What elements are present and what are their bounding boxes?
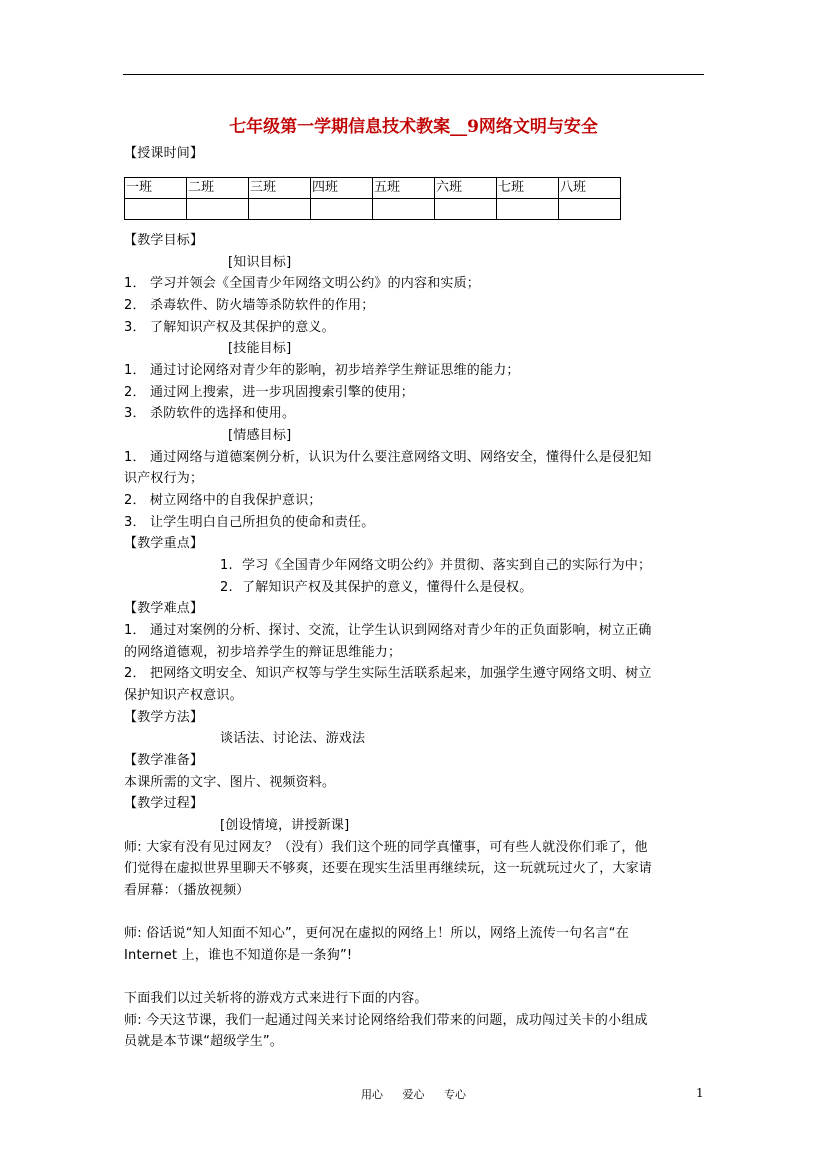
footer-word: 爱心: [402, 1088, 425, 1101]
item-text: 了解知识产权及其保护的意义。: [150, 320, 335, 335]
key-point-item: [220, 578, 532, 597]
difficulty-item-continued: 的网络道德观，初步培养学生的辩证思维能力；: [124, 645, 402, 660]
footer-word: 用心: [361, 1088, 383, 1101]
class-6-header: 六班: [435, 178, 497, 199]
item-text: 树立网络中的自我保护意识；: [150, 493, 322, 508]
item-number: 2.: [220, 580, 233, 595]
process-paragraph-line: 下面我们以过关斩将的游戏方式来进行下面的内容。: [124, 991, 428, 1006]
item-number: 2．: [124, 298, 146, 313]
class-2-cell: [187, 199, 249, 220]
process-paragraph-line: 师: 大家有没有见过网友？（没有）我们这个班的同学真懂事，可有些人就没你们乖了，他: [124, 840, 648, 855]
emotion-heading: [情感目标]: [228, 428, 292, 443]
section-difficulties: 【教学难点】: [124, 601, 204, 616]
section-process: 【教学过程】: [124, 796, 204, 811]
class-5-header: 五班: [373, 178, 435, 199]
emotion-item: [124, 513, 374, 532]
section-methods: 【教学方法】: [124, 710, 204, 725]
item-text: 学习《全国青少年网络文明公约》并贯彻、落实到自己的实际行为中；: [242, 558, 652, 573]
item-text: 通过网上搜索，进一步巩固搜索引擎的使用；: [150, 385, 415, 400]
item-text: 学习并领会《全国青少年网络文明公约》的内容和实质；: [150, 276, 481, 291]
process-paragraph-line: 师: 今天这节课，我们一起通过闯关来讨论网络给我们带来的问题，成功闯过关卡的小组成: [124, 1013, 648, 1028]
item-number: 2．: [124, 385, 146, 400]
class-7-header: 七班: [497, 178, 559, 199]
emotion-item: [124, 448, 652, 467]
skills-item: [124, 383, 414, 402]
class-1-header: 一班: [125, 178, 187, 199]
class-8-header: 八班: [559, 178, 621, 199]
item-number: 1．: [124, 623, 146, 638]
item-text: 通过对案例的分析、探讨、交流，让学生认识到网络对青少年的正负面影响，树立正确: [150, 623, 652, 638]
knowledge-heading: [知识目标]: [228, 255, 292, 270]
section-objectives: 【教学目标】: [124, 233, 204, 248]
class-3-cell: [249, 199, 311, 220]
knowledge-item: [124, 296, 374, 315]
skills-item: [124, 361, 520, 380]
header-rule: [123, 74, 704, 75]
methods-text: 谈话法、讨论法、游戏法: [220, 731, 366, 746]
item-number: 1.: [220, 558, 233, 573]
process-paragraph-line: 师: 俗话说“知人知面不知心”，更何况在虚拟的网络上！所以，网络上流传一句名言“在: [124, 926, 629, 941]
item-number: 3．: [124, 320, 146, 335]
preparation-text: 本课所需的文字、图片、视频资料。: [124, 775, 336, 790]
schedule-header-row: [125, 178, 621, 199]
class-5-cell: [373, 199, 435, 220]
class-1-cell: [125, 199, 187, 220]
knowledge-item: [124, 274, 480, 293]
item-number: 3．: [124, 515, 146, 530]
class-2-header: 二班: [187, 178, 249, 199]
item-text: 通过讨论网络对青少年的影响，初步培养学生辩证思维的能力；: [150, 363, 520, 378]
item-number: 1．: [124, 276, 146, 291]
item-number: 1．: [124, 450, 146, 465]
item-number: 3．: [124, 406, 146, 421]
schedule-empty-row: [125, 199, 621, 220]
process-paragraph-line: Internet 上，谁也不知道你是一条狗”!: [124, 948, 353, 963]
class-8-cell: [559, 199, 621, 220]
page-number: 1: [696, 1086, 704, 1100]
item-text: 让学生明白自己所担负的使命和责任。: [150, 515, 375, 530]
item-number: 2．: [124, 493, 146, 508]
class-3-header: 三班: [249, 178, 311, 199]
class-6-cell: [435, 199, 497, 220]
process-paragraph-line: 们觉得在虚拟世界里聊天不够爽，还要在现实生活里再继续玩，这一玩就玩过火了，大家请: [124, 861, 653, 876]
process-subheading: [创设情境，讲授新课]: [220, 818, 350, 833]
difficulty-item: [124, 621, 652, 640]
emotion-item: [124, 491, 322, 510]
skills-item: [124, 404, 295, 423]
item-text: 杀防软件的选择和使用。: [150, 406, 296, 421]
item-text: 杀毒软件、防火墙等杀防软件的作用；: [150, 298, 375, 313]
class-4-cell: [311, 199, 373, 220]
schedule-table: [124, 177, 621, 220]
emotion-item-continued: 识产权行为；: [124, 471, 204, 486]
item-number: 1．: [124, 363, 146, 378]
class-7-cell: [497, 199, 559, 220]
key-point-item: [220, 556, 651, 575]
section-key-points: 【教学重点】: [124, 536, 204, 551]
knowledge-item: [124, 318, 335, 337]
section-preparation: 【教学准备】: [124, 753, 204, 768]
process-paragraph-line: 看屏幕：（播放视频）: [124, 883, 250, 898]
item-text: 把网络文明安全、知识产权等与学生实际生活联系起来，加强学生遵守网络文明、树立: [150, 666, 652, 681]
class-4-header: 四班: [311, 178, 373, 199]
footer-word: 专心: [444, 1088, 466, 1101]
skills-heading: [技能目标]: [228, 341, 292, 356]
document-title: 七年级第一学期信息技术教案__9网络文明与安全: [229, 117, 598, 137]
item-text: 通过网络与道德案例分析，认识为什么要注意网络文明、网络安全，懂得什么是侵犯知: [150, 450, 652, 465]
process-paragraph-line: 员就是本节课“超级学生”。: [124, 1034, 284, 1049]
section-schedule: 【授课时间】: [124, 146, 204, 161]
difficulty-item: [124, 664, 652, 683]
difficulty-item-continued: 保护知识产权意识。: [124, 688, 243, 703]
item-text: 了解知识产权及其保护的意义，懂得什么是侵权。: [242, 580, 533, 595]
item-number: 2．: [124, 666, 146, 681]
